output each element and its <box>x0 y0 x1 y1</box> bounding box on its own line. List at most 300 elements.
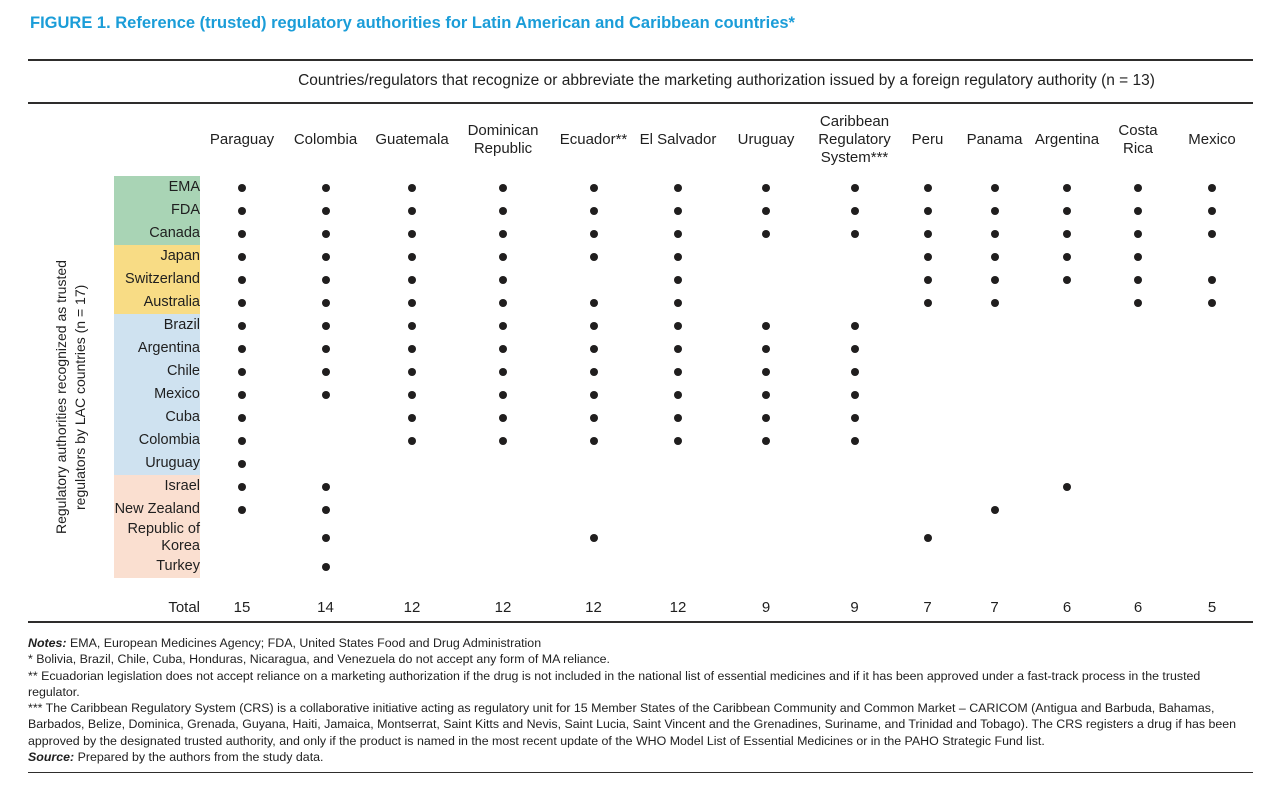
dot-cell-empty <box>895 475 960 498</box>
dot-cell-empty <box>1029 498 1105 521</box>
total-value: 12 <box>494 599 512 616</box>
dot-cell-empty <box>549 498 638 521</box>
dot-cell-filled <box>814 406 895 429</box>
dot-marker <box>408 368 416 376</box>
dot-cell-empty <box>814 452 895 475</box>
dot-cell-filled <box>1029 245 1105 268</box>
table-row <box>28 337 1253 360</box>
column-header: Ecuador** <box>559 131 628 148</box>
table-row <box>28 291 1253 314</box>
dot-marker <box>991 506 999 514</box>
dot-cell-empty <box>367 521 457 555</box>
dot-cell-empty <box>638 555 718 578</box>
dot-cell-filled <box>638 429 718 452</box>
row-label: Mexico <box>114 383 200 406</box>
dot-marker <box>851 322 859 330</box>
dot-cell-empty <box>457 452 549 475</box>
column-header: Panama <box>966 131 1023 148</box>
dot-cell-filled <box>1029 176 1105 199</box>
dot-marker <box>322 368 330 376</box>
dot-cell-filled <box>284 199 367 222</box>
dot-cell-filled <box>1105 268 1171 291</box>
dot-cell-empty <box>1029 521 1105 555</box>
column-header: Guatemala <box>375 131 449 148</box>
dot-cell-filled <box>718 314 814 337</box>
dot-cell-filled <box>638 291 718 314</box>
dot-cell-empty <box>1105 475 1171 498</box>
dot-cell-filled <box>367 176 457 199</box>
dot-cell-filled <box>284 475 367 498</box>
dot-cell-filled <box>284 291 367 314</box>
total-value: 15 <box>233 599 251 616</box>
dot-cell-empty <box>1171 314 1253 337</box>
dot-cell-empty <box>284 452 367 475</box>
table-row <box>28 176 1253 199</box>
dot-cell-filled <box>814 360 895 383</box>
dot-cell-filled <box>284 337 367 360</box>
dot-marker <box>991 276 999 284</box>
dot-cell-filled <box>638 245 718 268</box>
notes-text: EMA, European Medicines Agency; FDA, United States Food and Drug Administration <box>66 636 542 650</box>
dot-cell-filled <box>1029 268 1105 291</box>
dot-cell-filled <box>638 222 718 245</box>
dot-cell-filled <box>367 406 457 429</box>
dot-cell-empty <box>1029 555 1105 578</box>
dot-cell-empty <box>814 555 895 578</box>
table-total-row <box>28 578 1253 621</box>
dot-marker <box>991 253 999 261</box>
dot-marker <box>851 345 859 353</box>
dot-marker <box>674 345 682 353</box>
dot-cell-filled <box>367 199 457 222</box>
dot-cell-filled <box>814 176 895 199</box>
column-header: Uruguay <box>737 131 795 148</box>
dot-cell-filled <box>1171 199 1253 222</box>
dot-cell-filled <box>1105 291 1171 314</box>
notes-line <box>28 635 1254 651</box>
dot-cell-filled <box>457 314 549 337</box>
bottom-divider <box>28 621 1253 623</box>
row-label: FDA <box>114 199 200 222</box>
column-header: Paraguay <box>209 131 275 148</box>
dot-cell-empty <box>1029 452 1105 475</box>
dot-marker <box>590 391 598 399</box>
dot-marker <box>499 276 507 284</box>
total-value: 7 <box>990 599 999 616</box>
dot-cell-empty <box>284 429 367 452</box>
dot-cell-filled <box>718 360 814 383</box>
dot-cell-empty <box>1029 314 1105 337</box>
dot-cell-empty <box>284 406 367 429</box>
row-label: Colombia <box>114 429 200 452</box>
dot-cell-filled <box>638 360 718 383</box>
dot-marker <box>1208 299 1216 307</box>
dot-cell-empty <box>718 245 814 268</box>
dot-cell-empty <box>895 498 960 521</box>
dot-marker <box>762 414 770 422</box>
dot-cell-filled <box>284 245 367 268</box>
dot-cell-filled <box>718 429 814 452</box>
row-label: Argentina <box>114 337 200 360</box>
dot-marker <box>674 207 682 215</box>
dot-cell-filled <box>200 406 284 429</box>
dot-cell-filled <box>284 268 367 291</box>
dot-marker <box>499 299 507 307</box>
dot-cell-filled <box>284 314 367 337</box>
total-label: Total <box>168 599 200 616</box>
dot-marker <box>674 368 682 376</box>
dot-cell-empty <box>1171 245 1253 268</box>
dot-cell-filled <box>638 314 718 337</box>
dot-cell-filled <box>284 521 367 555</box>
dot-cell-filled <box>960 498 1029 521</box>
footnote-2: ** Ecuadorian legislation does not accept reliance on a marketing authorization if the drug is not included in the national list of essential medicines and if it has been approved under a fast-track process in the trusted regulator. <box>28 668 1201 699</box>
dot-cell-empty <box>1171 360 1253 383</box>
dot-marker <box>762 437 770 445</box>
dot-cell-filled <box>457 176 549 199</box>
dot-cell-filled <box>718 337 814 360</box>
dot-cell-empty <box>200 555 284 578</box>
dot-marker <box>322 506 330 514</box>
dot-marker <box>674 253 682 261</box>
dot-cell-empty <box>1171 475 1253 498</box>
dot-cell-filled <box>200 452 284 475</box>
dot-marker <box>1134 230 1142 238</box>
dot-marker <box>1134 253 1142 261</box>
dot-cell-filled <box>895 245 960 268</box>
dot-marker <box>851 184 859 192</box>
dot-marker <box>762 345 770 353</box>
row-label: Republic of Korea <box>114 521 200 555</box>
dot-cell-filled <box>960 222 1029 245</box>
dot-marker <box>238 276 246 284</box>
dot-marker <box>1208 184 1216 192</box>
table-row <box>28 452 1253 475</box>
dot-cell-filled <box>718 383 814 406</box>
dot-marker <box>851 230 859 238</box>
dot-cell-filled <box>814 222 895 245</box>
dot-cell-filled <box>200 199 284 222</box>
dot-cell-filled <box>284 360 367 383</box>
dot-cell-empty <box>895 429 960 452</box>
dot-cell-filled <box>718 222 814 245</box>
dot-marker <box>499 437 507 445</box>
dot-cell-filled <box>1171 176 1253 199</box>
dot-cell-filled <box>1029 199 1105 222</box>
dot-cell-filled <box>367 337 457 360</box>
dot-cell-empty <box>960 475 1029 498</box>
dot-marker <box>924 230 932 238</box>
dot-cell-filled <box>960 245 1029 268</box>
dot-cell-filled <box>284 222 367 245</box>
dot-marker <box>924 253 932 261</box>
dot-marker <box>238 345 246 353</box>
dot-cell-empty <box>895 337 960 360</box>
dot-marker <box>851 207 859 215</box>
dot-cell-filled <box>200 383 284 406</box>
dot-cell-filled <box>200 337 284 360</box>
dot-cell-filled <box>1171 291 1253 314</box>
dot-marker <box>851 437 859 445</box>
dot-cell-empty <box>718 452 814 475</box>
dot-marker <box>674 230 682 238</box>
dot-marker <box>238 506 246 514</box>
dot-marker <box>674 184 682 192</box>
dot-cell-filled <box>960 176 1029 199</box>
dot-marker <box>590 230 598 238</box>
dot-cell-filled <box>1105 199 1171 222</box>
dot-cell-empty <box>895 314 960 337</box>
dot-cell-filled <box>200 291 284 314</box>
dot-cell-empty <box>960 429 1029 452</box>
dot-cell-empty <box>960 521 1029 555</box>
column-header: Colombia <box>293 131 358 148</box>
total-value: 6 <box>1133 599 1143 616</box>
dot-marker <box>408 184 416 192</box>
total-value: 12 <box>669 599 687 616</box>
dot-marker <box>1208 230 1216 238</box>
dot-marker <box>674 437 682 445</box>
table-row <box>28 498 1253 521</box>
dot-cell-filled <box>638 337 718 360</box>
dot-cell-empty <box>1171 337 1253 360</box>
dot-cell-empty <box>895 452 960 475</box>
dot-cell-empty <box>1171 555 1253 578</box>
dot-marker <box>924 534 932 542</box>
dot-marker <box>238 207 246 215</box>
row-label: Chile <box>114 360 200 383</box>
dot-marker <box>408 345 416 353</box>
dot-marker <box>674 414 682 422</box>
dot-marker <box>408 437 416 445</box>
dot-marker <box>674 299 682 307</box>
dot-cell-filled <box>284 176 367 199</box>
dot-marker <box>408 207 416 215</box>
dot-cell-empty <box>960 406 1029 429</box>
dot-cell-empty <box>960 360 1029 383</box>
row-axis-label-box <box>28 187 114 607</box>
dot-cell-empty <box>1105 337 1171 360</box>
dot-marker <box>238 322 246 330</box>
table-row <box>28 475 1253 498</box>
dot-cell-empty <box>960 337 1029 360</box>
dot-cell-filled <box>960 291 1029 314</box>
table-row <box>28 314 1253 337</box>
table-row <box>28 555 1253 578</box>
dot-cell-filled <box>638 383 718 406</box>
dot-marker <box>1208 207 1216 215</box>
dot-cell-filled <box>1105 245 1171 268</box>
table-row <box>28 222 1253 245</box>
dot-cell-filled <box>200 268 284 291</box>
row-label: New Zealand <box>114 498 200 521</box>
dot-cell-empty <box>549 452 638 475</box>
dot-marker <box>322 299 330 307</box>
dot-cell-empty <box>1105 452 1171 475</box>
dot-cell-filled <box>895 222 960 245</box>
dot-cell-filled <box>1029 222 1105 245</box>
dot-cell-filled <box>895 521 960 555</box>
dot-cell-empty <box>1171 383 1253 406</box>
dot-marker <box>499 253 507 261</box>
dot-cell-empty <box>1029 429 1105 452</box>
total-value: 6 <box>1062 599 1072 616</box>
dot-cell-filled <box>895 176 960 199</box>
dot-cell-empty <box>718 555 814 578</box>
dot-marker <box>322 184 330 192</box>
dot-cell-empty <box>895 406 960 429</box>
dot-cell-filled <box>457 268 549 291</box>
total-value: 7 <box>923 599 932 616</box>
dot-cell-filled <box>960 268 1029 291</box>
dot-cell-empty <box>814 268 895 291</box>
column-header: Costa Rica <box>1118 122 1158 157</box>
dot-cell-empty <box>1105 498 1171 521</box>
total-value: 12 <box>585 599 602 616</box>
dot-cell-filled <box>638 406 718 429</box>
dot-marker <box>408 414 416 422</box>
dot-marker <box>322 230 330 238</box>
dot-marker <box>499 207 507 215</box>
dot-cell-filled <box>284 498 367 521</box>
dot-marker <box>1063 230 1071 238</box>
dot-marker <box>590 437 598 445</box>
dot-matrix-figure <box>28 59 1253 623</box>
row-label: Cuba <box>114 406 200 429</box>
dot-cell-filled <box>718 199 814 222</box>
dot-marker <box>322 253 330 261</box>
dot-cell-empty <box>1105 406 1171 429</box>
dot-cell-empty <box>367 452 457 475</box>
dot-cell-empty <box>367 498 457 521</box>
dot-cell-empty <box>1105 360 1171 383</box>
dot-marker <box>991 207 999 215</box>
dot-cell-filled <box>1105 222 1171 245</box>
dot-cell-empty <box>200 521 284 555</box>
dot-marker <box>238 368 246 376</box>
dot-cell-filled <box>200 222 284 245</box>
dot-cell-filled <box>457 429 549 452</box>
dot-cell-filled <box>638 199 718 222</box>
dot-marker <box>499 345 507 353</box>
dot-cell-empty <box>367 475 457 498</box>
dot-cell-filled <box>814 429 895 452</box>
dot-marker <box>762 184 770 192</box>
dot-cell-filled <box>200 245 284 268</box>
total-value: 14 <box>317 599 334 616</box>
dot-cell-filled <box>718 406 814 429</box>
table-row <box>28 521 1253 555</box>
column-header: Mexico <box>1188 131 1236 148</box>
dot-marker <box>1063 207 1071 215</box>
dot-marker <box>1063 184 1071 192</box>
dot-cell-empty <box>718 475 814 498</box>
dot-cell-empty <box>1105 314 1171 337</box>
table-row <box>28 383 1253 406</box>
dot-marker <box>238 253 246 261</box>
dot-cell-filled <box>549 199 638 222</box>
column-header: El Salvador <box>639 131 717 148</box>
row-label: Turkey <box>114 555 200 578</box>
dot-cell-empty <box>718 521 814 555</box>
row-label: Israel <box>114 475 200 498</box>
table-header-row <box>28 104 1253 176</box>
dot-cell-filled <box>457 291 549 314</box>
source-line <box>28 749 1254 765</box>
dot-marker <box>590 368 598 376</box>
dot-marker <box>408 299 416 307</box>
row-label: Brazil <box>114 314 200 337</box>
figure-title: FIGURE 1. Reference (trusted) regulatory authorities for Latin American and Caribbean countries* <box>30 14 795 32</box>
dot-marker <box>762 391 770 399</box>
total-value: 5 <box>1207 599 1217 616</box>
dot-marker <box>238 230 246 238</box>
row-label: Australia <box>114 291 200 314</box>
dot-cell-filled <box>457 360 549 383</box>
dot-cell-filled <box>200 498 284 521</box>
dot-cell-empty <box>1105 383 1171 406</box>
dot-cell-filled <box>457 337 549 360</box>
dot-marker <box>322 207 330 215</box>
dot-marker <box>322 345 330 353</box>
dot-cell-empty <box>814 475 895 498</box>
dot-cell-filled <box>960 199 1029 222</box>
dot-marker <box>590 184 598 192</box>
dot-cell-empty <box>1029 406 1105 429</box>
dot-cell-empty <box>895 360 960 383</box>
dot-marker <box>408 276 416 284</box>
dot-cell-empty <box>718 268 814 291</box>
dot-cell-empty <box>1105 429 1171 452</box>
dot-cell-empty <box>960 383 1029 406</box>
dot-marker <box>924 207 932 215</box>
dot-cell-empty <box>549 555 638 578</box>
dot-marker <box>238 483 246 491</box>
dot-marker <box>762 322 770 330</box>
table-row <box>28 199 1253 222</box>
row-label: Canada <box>114 222 200 245</box>
dot-marker <box>590 322 598 330</box>
page-bottom-divider <box>28 772 1253 773</box>
dot-cell-filled <box>549 429 638 452</box>
dot-marker <box>322 391 330 399</box>
total-value: 9 <box>761 599 771 616</box>
dot-marker <box>851 414 859 422</box>
dot-cell-empty <box>960 314 1029 337</box>
dot-cell-empty <box>1171 498 1253 521</box>
dot-cell-filled <box>284 555 367 578</box>
dot-cell-filled <box>367 383 457 406</box>
dot-cell-empty <box>814 498 895 521</box>
dot-marker <box>499 414 507 422</box>
dot-marker <box>322 276 330 284</box>
dot-marker <box>590 253 598 261</box>
dot-marker <box>851 368 859 376</box>
dot-cell-filled <box>1105 176 1171 199</box>
dot-marker <box>674 391 682 399</box>
dot-cell-filled <box>895 199 960 222</box>
notes-label: Notes: <box>28 636 67 650</box>
dot-cell-empty <box>1171 406 1253 429</box>
dot-cell-filled <box>457 222 549 245</box>
dot-cell-filled <box>1171 268 1253 291</box>
dot-marker <box>322 322 330 330</box>
dot-marker <box>762 207 770 215</box>
row-label: Japan <box>114 245 200 268</box>
column-header: Dominican Republic <box>467 122 539 157</box>
column-header: Caribbean Regulatory System*** <box>818 113 891 166</box>
dot-marker <box>674 276 682 284</box>
